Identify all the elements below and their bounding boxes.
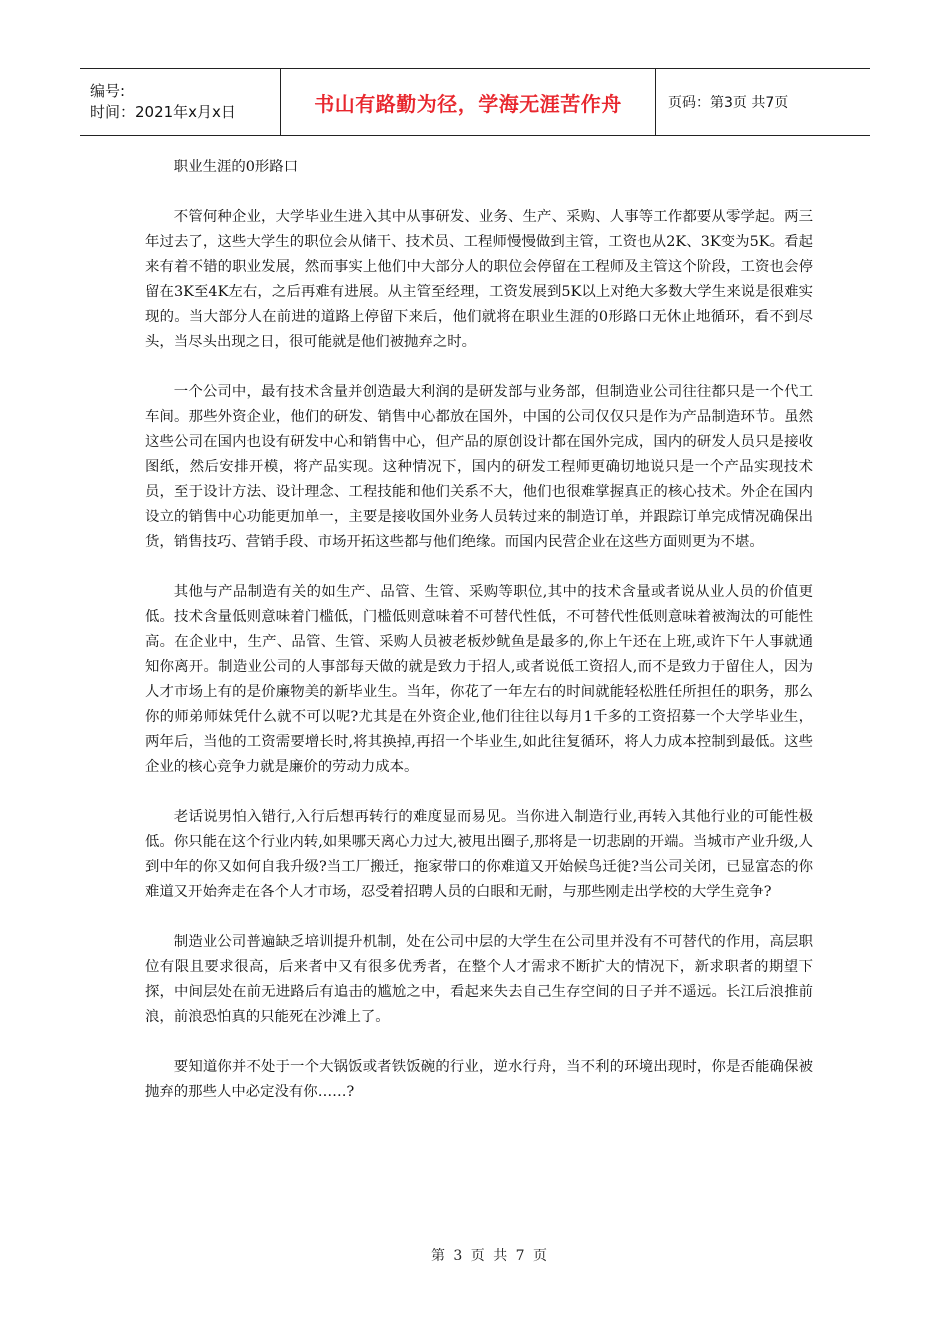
article-paragraph: 老话说男怕入错行,入行后想再转行的难度显而易见。当你进入制造行业,再转入其他行业的可能性极低。你只能在这个行业内转,如果哪天离心力过大,被甩出圈子,那将是一切悲剧的开端。当城市产业升级,人到中年的你又如何自我升级?当工厂搬迁，拖家带口的你难道又开始候鸟迁徙?当公司关闭，已显富态的你难道又开始奔走在各个人才市场，忍受着招聘人员的白眼和无耐，与那些刚走出学校的大学生竞争? (145, 809, 813, 900)
article-paragraph: 制造业公司普遍缺乏培训提升机制，处在公司中层的大学生在公司里并没有不可替代的作用，高层职位有限且要求很高，后来者中又有很多优秀者，在整个人才需求不断扩大的情况下，新求职者的期望下探，中间层处在前无进路后有追击的尴尬之中，看起来失去自己生存空间的日子并不遥远。长江后浪推前浪，前浪恐怕真的只能死在沙滩上了。 (145, 934, 813, 1025)
header-meta-cell (80, 69, 281, 135)
document-number-label: 编号: (90, 82, 126, 100)
footer-page-number: 第 3 页 共 7 页 (430, 1248, 550, 1264)
document-date-label: 时间：2021年x月x日 (90, 103, 236, 121)
article-title: 职业生涯的0形路口 (173, 159, 299, 175)
header-motto-cell (281, 69, 656, 135)
article-paragraph: 一个公司中，最有技术含量并创造最大利润的是研发部与业务部，但制造业公司往往都只是一个代工车间。那些外资企业，他们的研发、销售中心都放在国外，中国的公司仅仅只是作为产品制造环节。虽然这些公司在国内也设有研发中心和销售中心，但产品的原创设计都在国外完成，国内的研发人员只是接收图纸，然后安排开模，将产品实现。这种情况下，国内的研发工程师更确切地说只是一个产品实现技术员，至于设计方法、设计理念、工程技能和他们关系不大，他们也很难掌握真正的核心技术。外企在国内设立的销售中心功能更加单一，主要是接收国外业务人员转过来的制造订单，并跟踪订单完成情况确保出货，销售技巧、营销手段、市场开拓这些都与他们绝缘。而国内民营企业在这些方面则更为不堪。 (145, 384, 813, 550)
header-page-cell (656, 69, 870, 135)
article-body (145, 155, 813, 1130)
article-paragraph: 要知道你并不处于一个大锅饭或者铁饭碗的行业，逆水行舟，当不利的环境出现时，你是否能确保被抛弃的那些人中必定没有你……? (145, 1059, 813, 1100)
article-paragraph: 其他与产品制造有关的如生产、品管、生管、采购等职位,其中的技术含量或者说从业人员的价值更低。技术含量低则意味着门槛低，门槛低则意味着不可替代性低，不可替代性低则意味着被淘汰的可能性高。在企业中，生产、品管、生管、采购人员被老板炒鱿鱼是最多的,你上午还在上班,或许下午人事就通知你离开。制造业公司的人事部每天做的就是致力于招人,或者说低工资招人,而不是致力于留住人，因为人才市场上有的是价廉物美的新毕业生。当年，你花了一年左右的时间就能轻松胜任所担任的职务，那么你的师弟师妹凭什么就不可以呢?尤其是在外资企业,他们往往以每月1千多的工资招募一个大学毕业生，两年后，当他的工资需要增长时,将其换掉,再招一个毕业生,如此往复循环，将人力成本控制到最低。这些企业的核心竞争力就是廉价的劳动力成本。 (145, 584, 813, 775)
header-page-code: 页码：第3页 共7页 (668, 95, 789, 111)
page-header (80, 68, 870, 136)
header-motto: 书山有路勤为径，学海无涯苦作舟 (314, 91, 622, 116)
page-footer (0, 1245, 950, 1265)
article-paragraph: 不管何种企业，大学毕业生进入其中从事研发、业务、生产、采购、人事等工作都要从零学起。两三年过去了，这些大学生的职位会从储干、技术员、工程师慢慢做到主管，工资也从2K、3K变为5K。看起来有着不错的职业发展，然而事实上他们中大部分人的职位会停留在工程师及主管这个阶段，工资也会停留在3K至4K左右，之后再难有进展。从主管至经理，工资发展到5K以上对绝大多数大学生来说是很难实现的。当大部分人在前进的道路上停留下来后，他们就将在职业生涯的0形路口无休止地循环，看不到尽头，当尽头出现之日，很可能就是他们被抛弃之时。 (145, 209, 813, 350)
